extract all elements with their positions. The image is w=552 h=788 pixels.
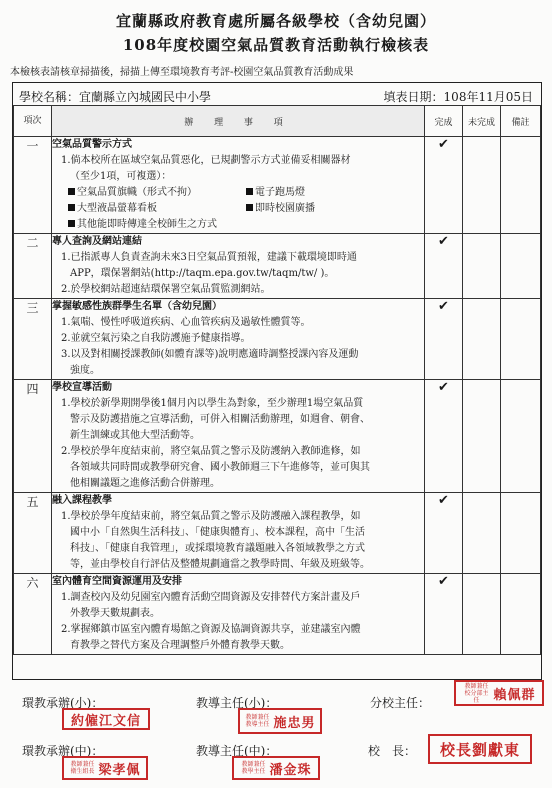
- item-number: 二: [14, 234, 52, 299]
- checked-box-icon: [68, 204, 75, 211]
- item-line: 等，並由學校自行評估及整體規劃適當之教學時間、年級及班級等。: [70, 559, 370, 570]
- item-line: 1.倘本校所在區域空氣品質惡化，已規劃警示方式並備妥相關器材: [61, 155, 351, 166]
- item-content: [52, 574, 425, 655]
- item-line: 1.已指派專人負責查詢未來3日空氣品質預報，建議下載環境即時通: [61, 252, 357, 263]
- header-done: 完成: [425, 106, 463, 137]
- env-officer-small-label: 環教承辦(小)：: [22, 696, 104, 710]
- not-done-cell: [463, 234, 501, 299]
- item-line: 強度。: [70, 365, 100, 376]
- option-item: 其他能即時傳達全校師生之方式: [68, 217, 424, 233]
- school-name-value: 宜蘭縣立內城國民中小學: [79, 90, 212, 104]
- academic-director-small-label: 教導主任(小)：: [196, 696, 278, 710]
- option-item: 電子跑馬燈: [246, 185, 424, 201]
- item-number: 三: [14, 299, 52, 380]
- item-content: [52, 234, 425, 299]
- instruction-note: 本檢核表請核章掃描後，掃描上傳至環境教育考評-校園空氣品質教育活動成果: [10, 67, 354, 78]
- item-number: 六: [14, 574, 52, 655]
- option-list: [52, 185, 424, 233]
- checked-box-icon: [68, 188, 75, 195]
- not-done-cell: [463, 137, 501, 234]
- done-checkmark: ✔: [425, 234, 463, 299]
- section-title: 專人查詢及網站連結: [52, 236, 142, 247]
- option-item: 即時校園廣播: [246, 201, 424, 217]
- table-row: [14, 493, 541, 574]
- principal-stamp: 校長劉獻東: [428, 734, 532, 764]
- school-name-field: [19, 88, 211, 105]
- section-title: 空氣品質警示方式: [52, 139, 132, 150]
- table-row: [14, 234, 541, 299]
- fill-date-field: [384, 88, 533, 105]
- academic-director-mid-stamp: 教師兼任 教學主任 潘金珠: [232, 756, 320, 780]
- not-done-cell: [463, 574, 501, 655]
- item-line: 1.學校於學年度結束前，將空氣品質之警示及防護融入課程教學，如: [61, 511, 361, 522]
- table-row: [14, 574, 541, 655]
- branch-director-stamp: 教師兼任 校分部主任 賴佩群: [454, 680, 544, 706]
- section-title: 融入課程教學: [52, 495, 112, 506]
- remark-cell: [501, 574, 541, 655]
- item-line: 科技」、「健康自我管理」，或採環境教育議題融入各領域教學之方式: [70, 543, 365, 554]
- item-line: 警示及防護措施之宣導活動，可併入相關活動辦理，如週會、朝會、: [70, 414, 370, 425]
- remark-cell: [501, 380, 541, 493]
- item-line: 1.氣喘、慢性呼吸道疾病、心血管疾病及過敏性體質等。: [61, 317, 311, 328]
- item-line: 他相關議題之進修活動合併辦理。: [70, 478, 220, 489]
- env-officer-mid-stamp: 教師兼任 衛生組長 梁孝佩: [62, 756, 148, 780]
- checked-box-icon: [68, 220, 75, 227]
- document-subtitle: 108年度校園空氣品質教育活動執行檢核表: [122, 36, 430, 54]
- remark-cell: [501, 299, 541, 380]
- env-officer-small-stamp: 約僱江文信: [62, 708, 150, 730]
- item-line: 各領域共同時間或教學研究會、國小教師週三下午進修等，並可與其: [70, 462, 370, 473]
- item-line: 新生訓練或其他大型活動等。: [70, 430, 200, 441]
- header-item: 項次: [14, 106, 52, 137]
- table-row: [14, 380, 541, 493]
- env-officer-mid-label: 環教承辦(中)：: [22, 744, 104, 758]
- done-checkmark: ✔: [425, 493, 463, 574]
- item-line: （至少1項，可複選）：: [70, 171, 172, 182]
- remark-cell: [501, 137, 541, 234]
- item-line: 2.並就空氣污染之自我防護施予健康指導。: [61, 333, 251, 344]
- item-line: 3.以及對相關授課教師(如體育課等)說明應適時調整授課內容及運動: [61, 349, 359, 360]
- checked-box-icon: [246, 188, 253, 195]
- option-item: 大型液晶螢幕看板: [68, 201, 246, 217]
- item-line: 育教學之替代方案及合理調整戶外體育教學天數。: [70, 640, 290, 651]
- item-line: 1.調查校內及幼兒園室內體育活動空間資源及安排替代方案計畫及戶: [61, 592, 361, 603]
- academic-director-mid-label: 教導主任(中)：: [196, 744, 278, 758]
- not-done-cell: [463, 493, 501, 574]
- section-title: 掌握敏感性族群學生名單（含幼兒園）: [52, 301, 222, 312]
- done-checkmark: ✔: [425, 380, 463, 493]
- item-number: 四: [14, 380, 52, 493]
- not-done-cell: [463, 299, 501, 380]
- item-line: APP，環保署網站(http://taqm.epa.gov.tw/taqm/tw/ )。: [70, 268, 335, 279]
- fill-date-value: 108年11月05日: [443, 90, 533, 104]
- option-item: 空氣品質旗幟（形式不拘）: [68, 185, 246, 201]
- table-header-row: [14, 106, 541, 137]
- academic-director-small-stamp: 教師兼任 教導主任 施忠男: [238, 708, 322, 734]
- header-content: 辦 理 事 項: [52, 106, 425, 137]
- document-title: 宜蘭縣政府教育處所屬各級學校（含幼兒園）: [115, 12, 436, 30]
- school-name-label: 學校名稱：: [19, 90, 80, 104]
- section-title: 學校宣導活動: [52, 382, 112, 393]
- item-content: [52, 137, 425, 234]
- item-line: 2.於學校網站超連結環保署空氣品質監測網站。: [61, 284, 271, 295]
- table-row: [14, 299, 541, 380]
- branch-director-label: 分校主任：: [370, 696, 431, 710]
- header-not-done: 未完成: [463, 106, 501, 137]
- checklist-table: [13, 105, 541, 655]
- table-row: [14, 137, 541, 234]
- item-content: [52, 493, 425, 574]
- item-number: 五: [14, 493, 52, 574]
- principal-label: 校 長：: [368, 744, 417, 758]
- item-line: 2.學校於學年度結束前，將空氣品質之警示及防護納入教師進修，如: [61, 446, 361, 457]
- checklist-form: [12, 82, 542, 680]
- item-content: [52, 380, 425, 493]
- remark-cell: [501, 493, 541, 574]
- item-line: 國中小「自然與生活科技」、「健康與體育」、校本課程，高中「生活: [70, 527, 365, 538]
- item-line: 1.學校於新學期開學後1個月內以學生為對象，至少辦理1場空氣品質: [61, 398, 364, 409]
- done-checkmark: ✔: [425, 299, 463, 380]
- not-done-cell: [463, 380, 501, 493]
- item-number: 一: [14, 137, 52, 234]
- item-line: 外教學天數規劃表。: [70, 608, 160, 619]
- done-checkmark: ✔: [425, 574, 463, 655]
- checked-box-icon: [246, 204, 253, 211]
- fill-date-label: 填表日期：: [383, 90, 444, 104]
- done-checkmark: ✔: [425, 137, 463, 234]
- section-title: 室內體育空間資源運用及安排: [52, 576, 182, 587]
- header-remark: 備註: [501, 106, 541, 137]
- remark-cell: [501, 234, 541, 299]
- item-content: [52, 299, 425, 380]
- item-line: 2.掌握鄉鎮市區室內體育場館之資源及協調資源共享，並建議室內體: [61, 624, 361, 635]
